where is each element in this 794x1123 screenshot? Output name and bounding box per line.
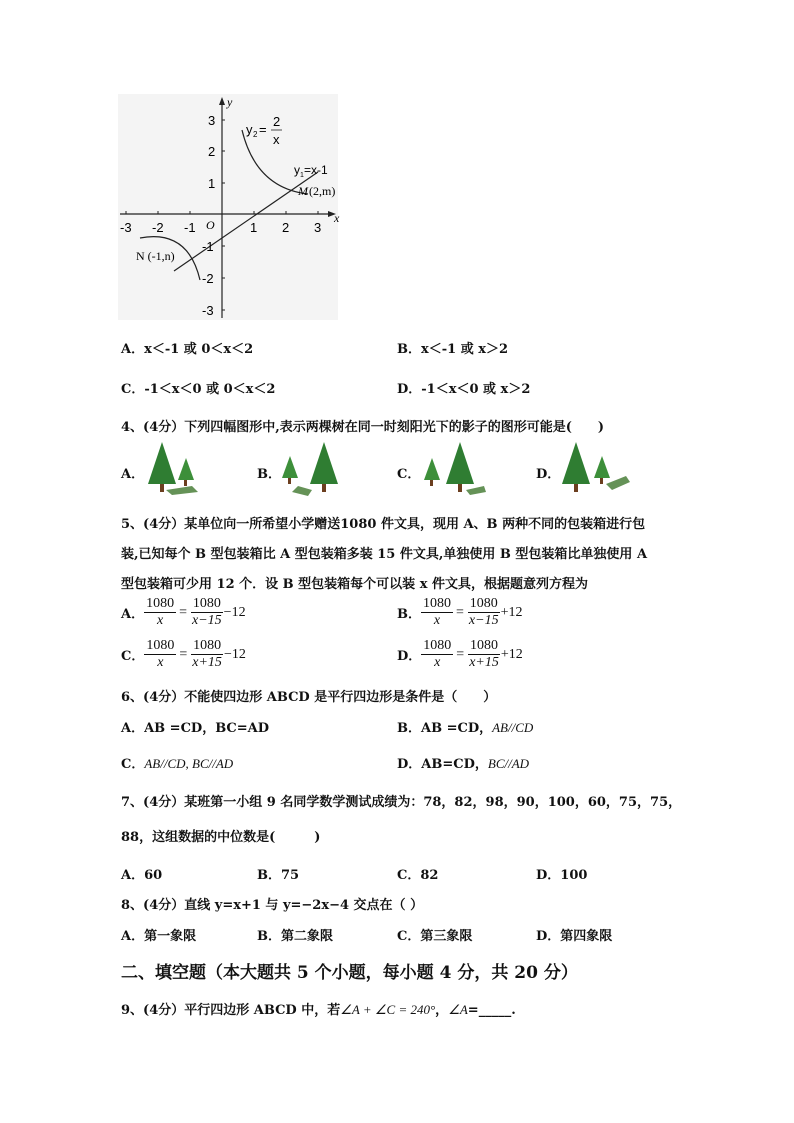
y-axis-arrow <box>219 97 225 105</box>
equation-tail: +12 <box>500 604 523 620</box>
q7-stem-line1: 7、(4分）某班第一小组 9 名同学数学测试成绩为：78，82，98，90，100，60，75，75， <box>121 795 682 810</box>
q9-math-angle: ∠A <box>448 1002 468 1017</box>
q3-option-b[interactable]: B．x＜-1 或 x＞2 <box>397 342 509 357</box>
option-label: D． <box>397 649 422 664</box>
q5-stem-line3: 型包装箱可少用 12 个．设 B 型包装箱每个可以装 x 件文具，根据题意列方程为 <box>121 577 588 592</box>
fraction-left <box>421 596 453 629</box>
q7-option-a[interactable]: A．60 <box>121 868 163 883</box>
option-label: A． <box>121 607 145 622</box>
denominator: x−15 <box>192 613 222 628</box>
q8-option-d[interactable]: D．第四象限 <box>536 929 613 944</box>
x-tick-label: -2 <box>152 220 164 235</box>
x-tick-label: 1 <box>250 220 258 235</box>
denominator: x <box>433 613 441 628</box>
q4-option-d-label[interactable]: D． <box>536 467 561 482</box>
q5-option-c[interactable] <box>121 638 246 671</box>
numerator: 1080 <box>146 596 175 611</box>
option-text: C． <box>121 757 145 772</box>
q6-stem: 6、(4分）不能使四边形 ABCD 是平行四边形是条件是（ ） <box>121 690 497 705</box>
equals-sign: = <box>456 604 464 620</box>
point-n-label: N (-1,n) <box>136 249 175 263</box>
numerator: 1080 <box>193 638 222 653</box>
x-tick-label: -1 <box>184 220 196 235</box>
option-text: D．AB=CD， <box>397 757 488 772</box>
function-graph <box>118 94 338 320</box>
denominator: x+15 <box>192 655 222 670</box>
y-axis-label: y <box>227 95 233 109</box>
x-tick-label: 3 <box>314 220 322 235</box>
q9-stem <box>121 999 516 1018</box>
q7-option-c[interactable]: C．82 <box>397 868 439 883</box>
equals-sign: = <box>456 646 465 662</box>
curve-label-y: y <box>246 122 253 137</box>
x-tick-label: 2 <box>282 220 290 235</box>
q4-stem: 4、(4分）下列四幅图形中,表示两棵树在同一时刻阳光下的影子的图形可能是( ) <box>121 420 605 435</box>
q7-stem-line2: 88，这组数据的中位数是( ) <box>121 830 321 845</box>
trees-shadow-icon <box>556 440 632 498</box>
q9-answer-blank[interactable]: =_____. <box>467 1003 516 1018</box>
q6-option-c[interactable] <box>121 753 233 772</box>
q6-option-d[interactable] <box>397 753 529 772</box>
x-axis-label: x <box>334 211 340 225</box>
q4-option-b-label[interactable]: B． <box>257 467 281 482</box>
curve-label-eq: = <box>259 122 267 137</box>
trees-shadow-icon <box>418 440 488 498</box>
curve-label-sub: 2 <box>253 130 258 139</box>
equation-tail: −12 <box>223 604 246 620</box>
numerator: 1080 <box>469 596 498 611</box>
fraction-left <box>421 638 453 671</box>
fraction-right <box>467 596 501 629</box>
fraction-right <box>467 638 501 671</box>
numerator: 1080 <box>146 638 175 653</box>
denominator: x+15 <box>469 655 499 670</box>
q7-option-d[interactable]: D．100 <box>536 868 588 883</box>
q5-option-b[interactable] <box>397 596 522 629</box>
q4-option-a-label[interactable]: A． <box>121 467 145 482</box>
numerator: 1080 <box>192 596 221 611</box>
fraction-right <box>190 596 224 629</box>
q5-option-d[interactable] <box>397 638 523 671</box>
trees-shadow-icon <box>142 440 212 498</box>
q9-prefix: 9、(4分）平行四边形 ABCD 中，若 <box>121 1003 341 1018</box>
q3-option-a[interactable]: A．x＜-1 或 0＜x＜2 <box>121 342 254 357</box>
q8-option-a[interactable]: A．第一象限 <box>121 929 197 944</box>
y-tick-label: 3 <box>208 113 216 128</box>
q4-option-a-image[interactable] <box>142 440 212 498</box>
q9-math: ∠A + ∠C = 240° <box>340 1002 436 1017</box>
q4-option-c-label[interactable]: C． <box>397 467 421 482</box>
option-label: C． <box>121 649 145 664</box>
option-math: AB//CD, BC//AD <box>144 756 234 771</box>
equation-tail: −12 <box>223 646 246 662</box>
option-text: B．AB =CD， <box>397 721 493 736</box>
q5-stem-line1: 5、(4分）某单位向一所希望小学赠送1080 件文具，现用 A、B 两种不同的包装箱进行包 <box>121 517 646 532</box>
q4-option-b-image[interactable] <box>278 440 348 498</box>
equation-tail: +12 <box>500 646 523 662</box>
denominator: x <box>434 655 441 670</box>
numerator: 1080 <box>423 596 451 611</box>
origin-label: O <box>206 218 215 232</box>
denominator: x−15 <box>468 613 499 628</box>
y-tick-label: 2 <box>208 144 216 159</box>
curve-label-den: x <box>273 132 280 147</box>
equation <box>144 638 245 671</box>
option-label: B． <box>397 607 421 622</box>
option-math: BC//AD <box>487 756 530 771</box>
equation <box>144 596 245 629</box>
q6-option-b[interactable] <box>397 717 533 736</box>
fraction-right <box>190 638 224 671</box>
denominator: x <box>156 613 164 628</box>
line-label-y: y <box>294 163 300 177</box>
q8-option-b[interactable]: B．第二象限 <box>257 929 333 944</box>
option-math: AB//CD <box>492 720 534 735</box>
equation <box>421 638 522 671</box>
fraction-left <box>144 638 176 671</box>
q7-option-b[interactable]: B．75 <box>257 868 300 883</box>
equals-sign: = <box>179 604 187 620</box>
y-tick-label: -2 <box>202 271 214 286</box>
y-tick-label: -1 <box>202 239 214 254</box>
section-heading: 二、填空题（本大题共 5 个小题，每小题 4 分，共 20 分） <box>121 963 578 983</box>
y-tick-label: 1 <box>208 176 216 191</box>
denominator: x <box>157 655 164 670</box>
q3-option-c[interactable]: C．-1＜x＜0 或 0＜x＜2 <box>121 382 276 397</box>
q4-option-c-image[interactable] <box>418 440 488 498</box>
q8-stem: 8、(4分）直线 y=x+1 与 y=−2x−4 交点在（ ） <box>121 898 424 913</box>
x-tick-label: -3 <box>120 220 132 235</box>
line-label-sub: 1 <box>300 172 304 179</box>
fraction-left <box>144 596 176 629</box>
q5-stem-line2: 装,已知每个 B 型包装箱比 A 型包装箱多装 15 件文具,单独使用 B 型包装箱比单独使用 A <box>121 547 648 562</box>
numerator: 1080 <box>470 638 499 653</box>
q6-option-a[interactable]: A．AB =CD，BC=AD <box>121 721 270 736</box>
trees-shadow-icon <box>278 440 348 498</box>
q4-option-d-image[interactable] <box>556 440 632 498</box>
point-m-coord: (2,m) <box>309 184 336 198</box>
q3-option-d[interactable]: D．-1＜x＜0 或 x＞2 <box>397 382 531 397</box>
q9-mid: ， <box>435 1003 449 1018</box>
line-label-eq: =x-1 <box>304 163 328 177</box>
curve-label-num: 2 <box>273 114 281 129</box>
equals-sign: = <box>179 646 188 662</box>
equation <box>421 596 522 629</box>
q8-option-c[interactable]: C．第三象限 <box>397 929 473 944</box>
line-y1 <box>174 172 318 271</box>
graph-svg <box>118 94 338 320</box>
numerator: 1080 <box>423 638 452 653</box>
point-m-label: M <box>298 184 308 198</box>
q5-option-a[interactable] <box>121 596 246 629</box>
y-tick-label: -3 <box>202 303 214 318</box>
